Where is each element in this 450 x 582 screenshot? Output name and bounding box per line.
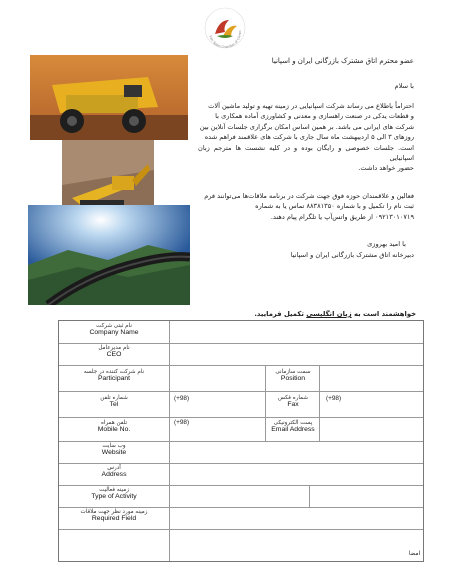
instructions-line: ۰۹۲۱۳۰۱۰۷۱۹ از طریق واتس‌آپ یا تلگرام پیام دهند. [270, 212, 414, 221]
form-row-company-name [59, 321, 423, 344]
form-row-tel [59, 391, 423, 418]
form-row-required [59, 507, 423, 530]
tel-country-code: (+98) [174, 395, 190, 402]
form-heading-language: زبان انگلیسی [306, 310, 352, 318]
instructions-line: ثبت نام را تکمیل و با شماره ۸۸۳۸۱۳۵۰ تماس یا به شماره [255, 202, 414, 211]
fax-label-cell [265, 391, 320, 417]
mobile-country-code: (+98) [174, 419, 190, 426]
activity-field-extra[interactable] [309, 485, 424, 507]
signature-label: امضا [408, 551, 420, 557]
position-label: سمت سازمانی Position [275, 369, 311, 383]
ceo-field[interactable] [169, 343, 424, 365]
email-label-cell [265, 417, 320, 441]
fax-country-code: (+98) [326, 395, 342, 402]
letter-salutation: عضو محترم اتاق مشترک بازرگانی ایران و اسپانیا [271, 57, 414, 65]
tel-field[interactable] [169, 391, 266, 417]
form-row-activity [59, 485, 423, 508]
participant-label: نام شرکت کننده در جلسه Participant [83, 369, 145, 383]
letter-body-line: احتراماً باطلاع می رساند شرکت اسپانیایی در زمینه تهیه و تولید ماشین آلات [208, 102, 414, 110]
company-name-label: نام ثبتی شرکت Company Name [89, 323, 139, 337]
pipeline-photo [28, 205, 190, 305]
form-row-signature [59, 529, 423, 561]
address-label: آدرس Address [101, 465, 127, 479]
letter-body-line: حضور خواهد داشت. [358, 164, 414, 173]
letter-body-line: است. جلسات خصوصی و رایگان بوده و در کلیه نشست ها مترجم زبان اسپانیایی [198, 143, 414, 163]
mining-truck-photo [30, 55, 188, 140]
letter-body-line: و قطعات یدکی در صنعت راهسازی و معدنی و کشاورزی آماده همکاری با [215, 112, 414, 121]
form-heading-suffix: تکمیل فرمایید. [254, 310, 304, 318]
email-field[interactable] [319, 417, 424, 441]
required-label: زمینه مورد نظر جهت ملاقات Required Field [80, 509, 148, 523]
chamber-logo [203, 6, 247, 50]
mobile-label: تلفن همراه Mobile No. [97, 420, 131, 434]
activity-label: زمینه فعالیت Type of Activity [91, 487, 137, 501]
registration-instructions [198, 191, 414, 222]
participant-field[interactable] [169, 365, 266, 391]
address-field[interactable] [169, 463, 424, 485]
letter-body [198, 101, 414, 174]
form-heading [254, 310, 416, 318]
position-field[interactable] [319, 365, 424, 391]
form-row-website [59, 441, 423, 464]
registration-form-table [58, 320, 424, 562]
letter-regards: با امید بهروزی [367, 240, 406, 248]
signature-field[interactable] [169, 529, 424, 561]
tel-label: شماره تلفن Tel [100, 395, 128, 409]
website-field[interactable] [169, 441, 424, 463]
position-label-cell [265, 365, 320, 391]
website-label: وب سایت Website [101, 443, 127, 457]
form-heading-prefix: خواهشمند است به [354, 310, 416, 318]
form-row-participant [59, 365, 423, 392]
form-row-mobile [59, 417, 423, 442]
letter-greeting: با سلام [394, 82, 414, 90]
fax-field[interactable] [319, 391, 424, 417]
instructions-line: فعالین و علاقمندان حوزه فوق جهت شرکت در برنامه ملاقات‌ها می‌توانند فرم [204, 192, 414, 200]
letter-body-line: شرکت های ایرانی می باشد. بر همین اساس امکان برگزاری جلسات آنلاین بین [199, 122, 414, 131]
ceo-label: نام مدیرعامل CEO [98, 345, 130, 359]
activity-field[interactable] [169, 485, 310, 507]
company-name-field[interactable] [169, 321, 424, 343]
email-label: پست الکترونیکی Email Address [271, 420, 315, 434]
logo-caption: Iran Spain Chamber of Comm [208, 30, 243, 50]
form-row-ceo [59, 343, 423, 366]
letter-body-line: روزهای ۳ الی ۵ اردیبهشت ماه سال جاری با شرکت های علاقمند فراهم شده [204, 133, 414, 142]
form-row-address [59, 463, 423, 486]
mobile-field[interactable] [169, 417, 266, 441]
letter-signature: دبیرخانه اتاق مشترک بازرگانی ایران و اسپانیا [290, 251, 414, 259]
excavator-photo [62, 140, 154, 210]
fax-label: شماره فکس Fax [278, 395, 308, 409]
required-field[interactable] [169, 507, 424, 529]
